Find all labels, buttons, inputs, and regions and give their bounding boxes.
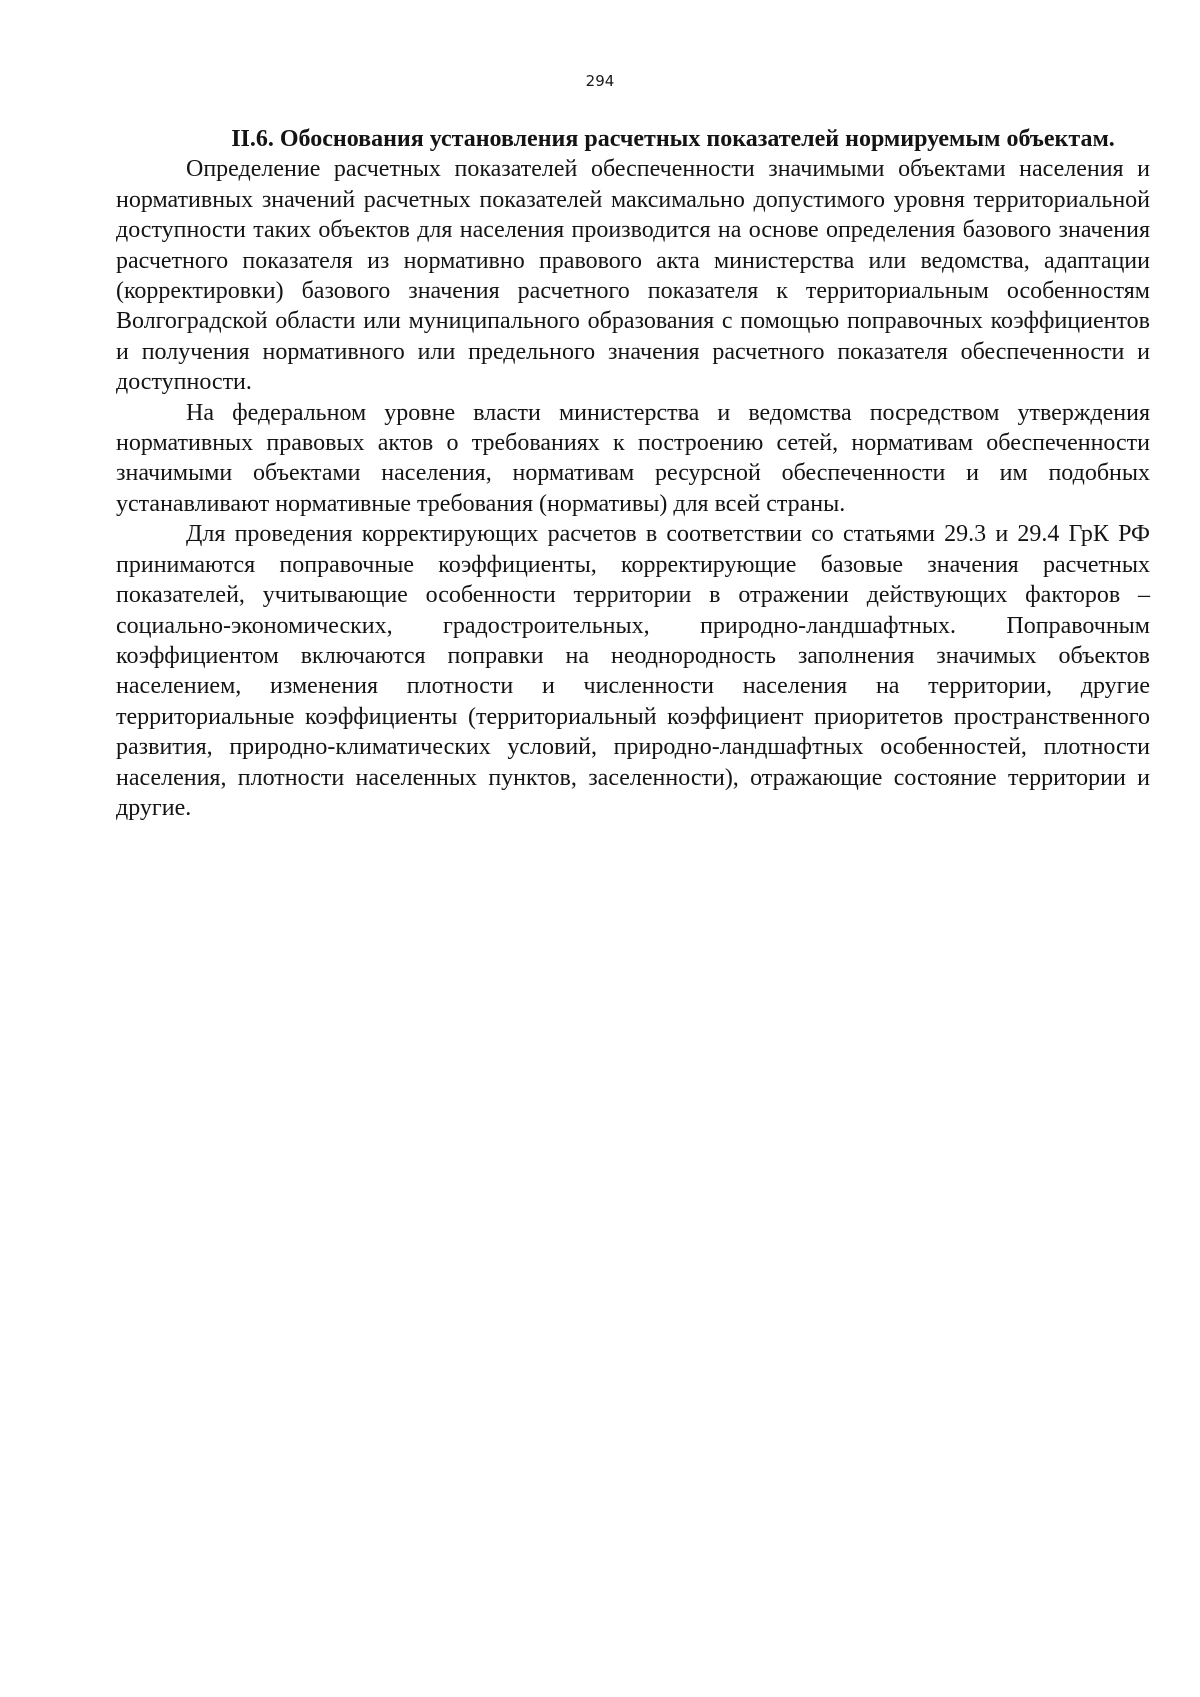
paragraph: Определение расчетных показателей обеспеченности значимыми объектами населения и нормативных значений расчетных показателей максимально допустимого уровня территориальной доступности таких объектов для населения производится на основе определения базового значения расчетного показателя из нормативно правового акта министерства или ведомства, адаптации (корректировки) базового значения расчетного показателя к территориальным особенностям Волгоградской области или муниципального образования с помощью поправочных коэффициентов и получения нормативного или предельного значения расчетного показателя обеспеченности и доступности. (116, 156, 1150, 396)
paragraph: Для проведения корректирующих расчетов в соответствии со статьями 29.3 и 29.4 ГрК РФ принимаются поправочные коэффициенты, корректирующие базовые значения расчетных показателей, учитывающие особенности территории в отражении действующих факторов – социально-экономических, градостроительных, природно-ландшафтных. Поправочным коэффициентом включаются поправки на неоднородность заполнения значимых объектов населением, изменения плотности и численности населения на территории, другие территориальные коэффициенты (территориальный коэффициент приоритетов пространственного развития, природно-климатических условий, природно-ландшафтных особенностей, плотности населения, плотности населенных пунктов, заселенности), отражающие состояние территории и другие. (116, 521, 1150, 821)
section-title: II.6. Обоснования установления расчетных показателей нормируемым объектам. (231, 126, 1115, 152)
page-number: 294 (585, 72, 615, 90)
paragraph: На федеральном уровне власти министерства и ведомства посредством утверждения нормативных правовых актов о требованиях к построению сетей, нормативам обеспеченности значимыми объектами населения, нормативам ресурсной обеспеченности и им подобных устанавливают нормативные требования (нормативы) для всей страны. (116, 399, 1150, 517)
document-body (116, 124, 1150, 823)
